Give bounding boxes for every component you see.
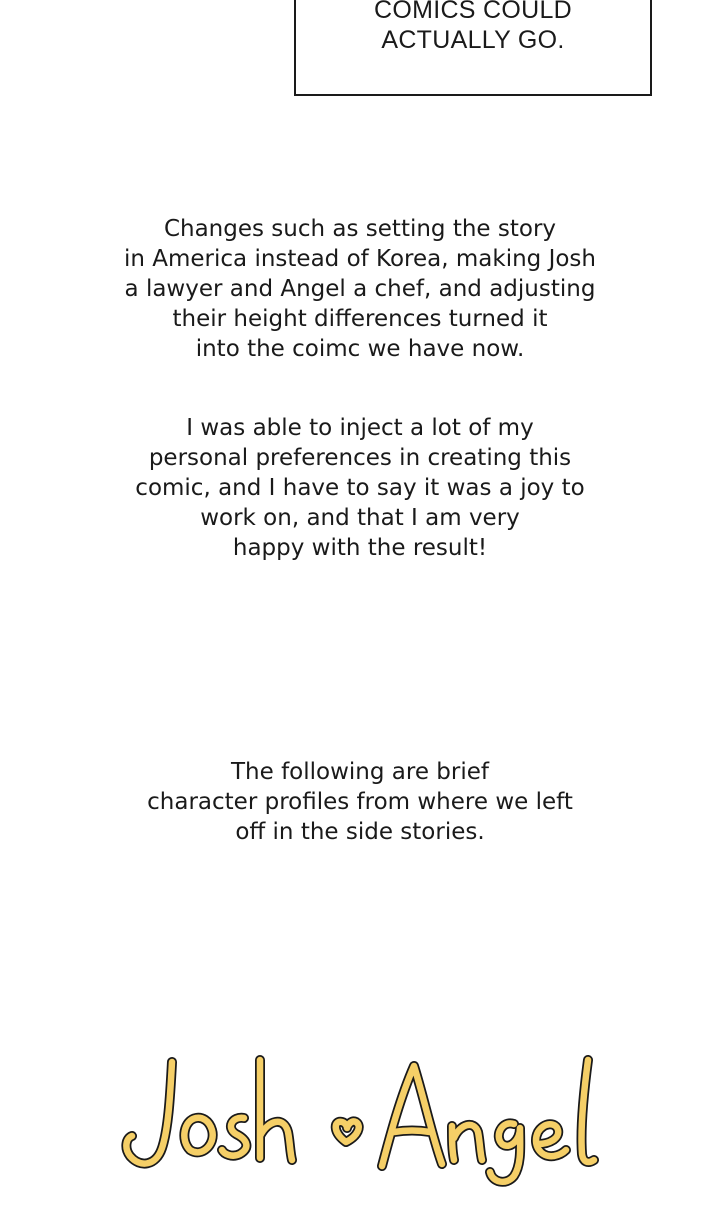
paragraph-story-changes	[0, 214, 720, 364]
paragraph-line: personal preferences in creating this	[148, 445, 572, 471]
paragraph-line: a lawyer and Angel a chef, and adjusting	[124, 276, 596, 302]
paragraph-line: their height differences turned it	[172, 306, 548, 332]
caption-box	[294, 0, 652, 96]
caption-line-2: ACTUALLY GO.	[381, 26, 565, 54]
paragraph-line: character profiles from where we left	[147, 789, 573, 815]
paragraph-line: off in the side stories.	[235, 819, 485, 845]
paragraph-line: comic, and I have to say it was a joy to	[135, 475, 585, 501]
paragraph-line: Changes such as setting the story	[163, 216, 557, 242]
paragraph-line: The following are brief	[231, 759, 489, 785]
paragraph-line: in America instead of Korea, making Josh	[123, 246, 596, 272]
paragraph-line: into the coimc we have now.	[195, 336, 525, 362]
paragraph-line: I was able to inject a lot of my	[186, 415, 534, 441]
caption-line-1: COMICS COULD	[373, 0, 573, 24]
paragraph-line: work on, and that I am very	[200, 505, 520, 531]
paragraph-character-profiles	[0, 757, 720, 847]
paragraph-line: happy with the result!	[232, 535, 488, 561]
josh-angel-logo	[110, 1040, 610, 1190]
paragraph-personal-preferences	[0, 413, 720, 563]
